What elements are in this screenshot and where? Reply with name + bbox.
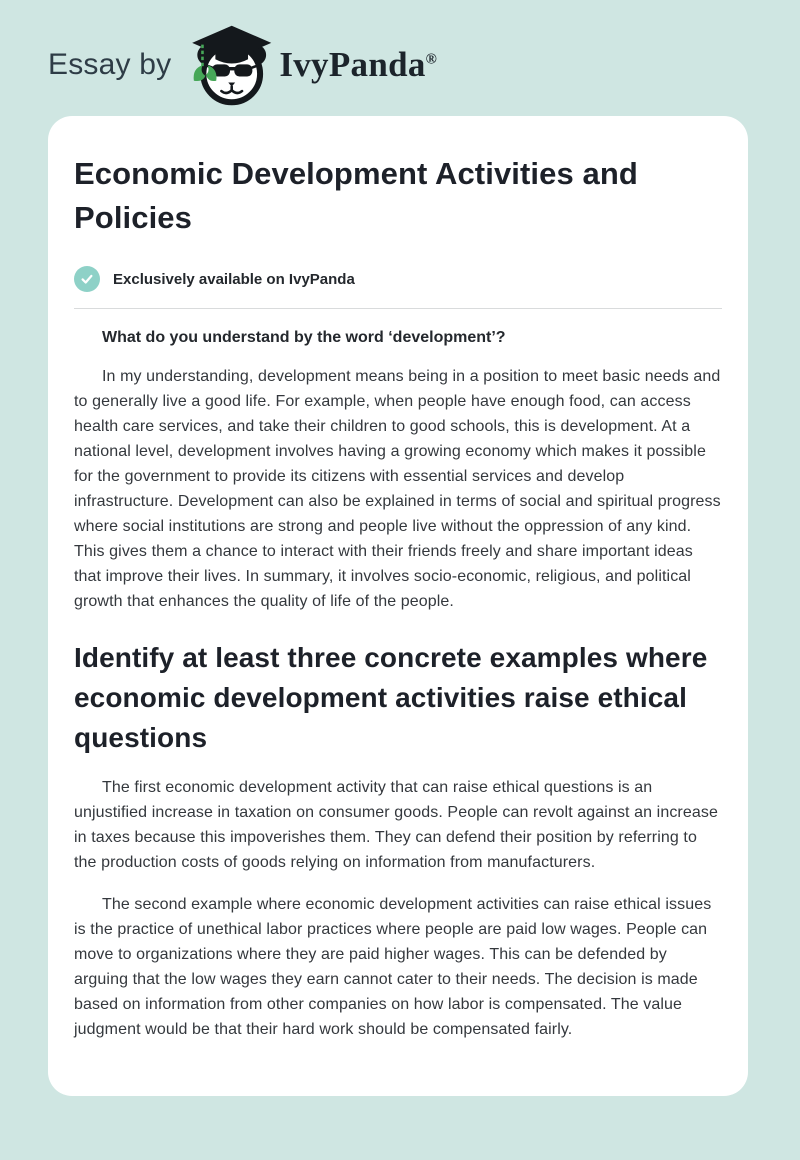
- section-subheading: Identify at least three concrete examples where economic development activities raise ethical questions: [74, 642, 708, 754]
- page-header: [0, 0, 800, 104]
- divider: [74, 308, 722, 309]
- brand-name: IvyPanda: [279, 45, 426, 84]
- checkmark-icon: [74, 266, 100, 292]
- page-title: Economic Development Activities and Policies: [74, 156, 638, 236]
- essay-by-label: Essay by: [48, 48, 172, 81]
- brand-wordmark: [279, 45, 437, 85]
- essay-paragraph-2: The first economic development activity that can raise ethical questions is an unjustified increase in taxation on consumer goods. People can revolt against an increase in taxes because this impoverishes them. They can defend their position by referring to the production costs of goods relying on information from manufacturers.: [74, 779, 718, 872]
- essay-question-heading: What do you understand by the word ‘development’?: [102, 329, 506, 347]
- badge-label: Exclusively available on IvyPanda: [113, 270, 355, 288]
- registered-mark: ®: [425, 51, 438, 68]
- exclusive-badge: [74, 266, 722, 292]
- essay-card: [48, 116, 748, 1096]
- essay-paragraph-3: The second example where economic development activities can raise ethical issues is the practice of unethical labor practices where people are paid low wages. People can move to organizations where they are paid higher wages. This can be defended by arguing that the low wages they earn cannot cater to their needs. The decision is made based on information from other companies on how labor is compensated. The value judgment would be that their hard work should be compensated fairly.: [74, 896, 712, 1039]
- essay-paragraph-1: In my understanding, development means being in a position to meet basic needs and to generally live a good life. For example, when people have enough food, can access health care services, and take their children to good schools, this is development. At a national level, development involves having a growing economy which makes it possible for the government to provide its citizens with essential services and develop infrastructure. Development can also be explained in terms of social and spiritual progress where social institutions are strong and people live without the oppression of any kind. This gives them a chance to interact with their friends freely and share important ideas that improve their lives. In summary, it involves socio-economic, religious, and political growth that enhances the quality of life of the people.: [74, 368, 721, 611]
- panda-graduate-icon: [187, 24, 273, 106]
